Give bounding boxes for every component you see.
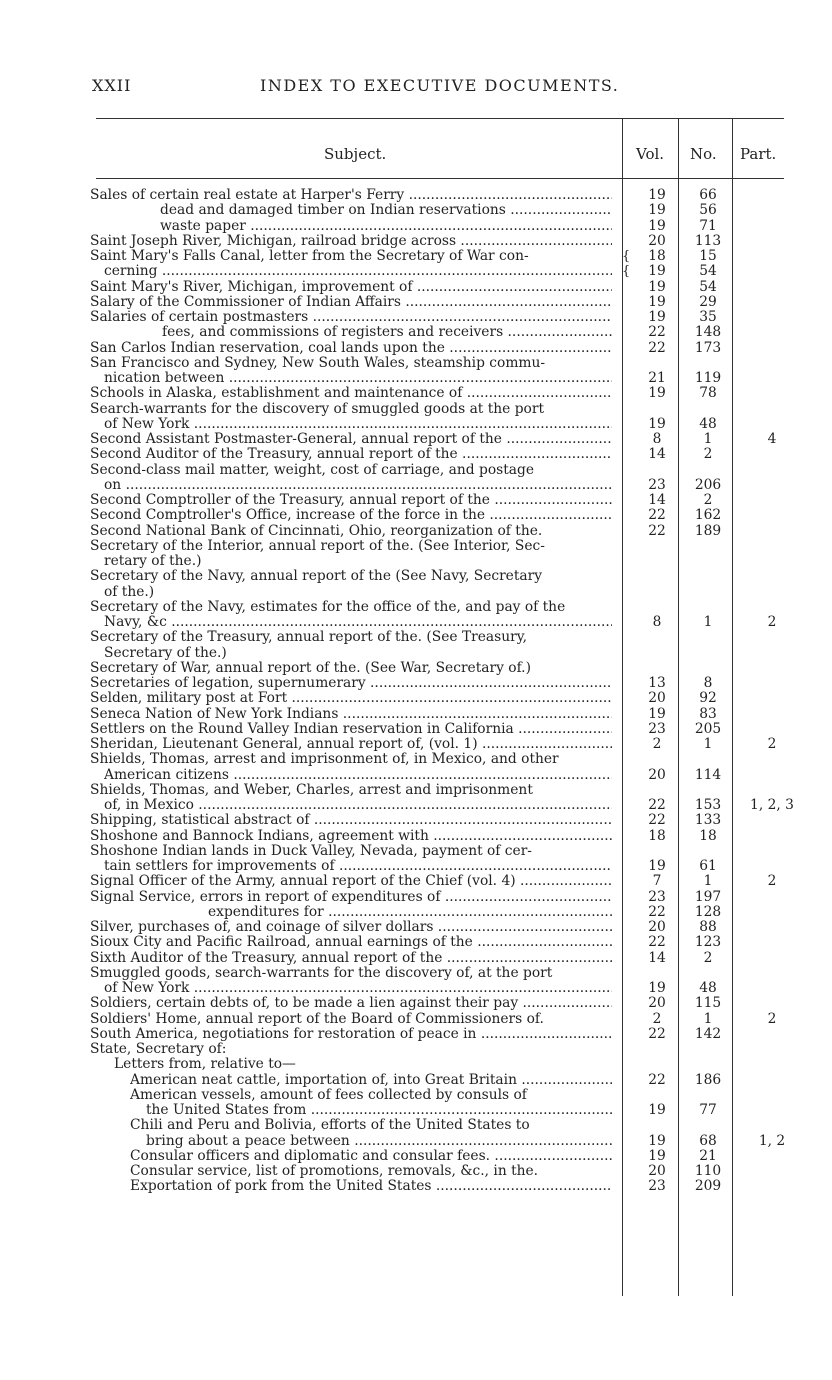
index-row bbox=[0, 325, 832, 340]
entry-subject: Saint Mary's Falls Canal, letter from the Secretary of War con- bbox=[90, 249, 529, 264]
entry-number: 54 bbox=[699, 263, 717, 280]
index-row bbox=[0, 539, 832, 554]
entry-number: 114 bbox=[694, 766, 722, 783]
index-row bbox=[0, 813, 832, 828]
entry-subject: Shoshone Indian lands in Duck Valley, Nevada, payment of cer- bbox=[90, 843, 532, 859]
entry-volume: 22 bbox=[648, 797, 666, 813]
index-row bbox=[0, 1179, 832, 1194]
entry-volume: 2 bbox=[652, 736, 662, 752]
entry-subject: Second Auditor of the Treasury, annual report of the ..... bbox=[90, 447, 612, 462]
entry-number: 197 bbox=[694, 888, 722, 905]
entry-part: 1, 2, 3 bbox=[750, 797, 794, 813]
index-row bbox=[0, 508, 832, 523]
entry-volume: 19 bbox=[648, 1147, 666, 1164]
index-row bbox=[0, 478, 832, 493]
entry-subject: of the.) bbox=[104, 584, 155, 600]
entry-subject: the United States from ..... bbox=[146, 1103, 612, 1118]
entry-number: 92 bbox=[699, 690, 717, 707]
entry-volume: 19 bbox=[648, 415, 666, 432]
entry-part: 2 bbox=[767, 736, 777, 752]
entry-volume: 20 bbox=[648, 690, 666, 707]
entry-number: 148 bbox=[694, 324, 722, 341]
entry-subject: Saint Mary's River, Michigan, improvement of ..... bbox=[90, 280, 612, 295]
entry-subject: Signal Service, errors in report of expenditures of ..... bbox=[90, 890, 612, 905]
index-row bbox=[0, 1073, 832, 1088]
index-row bbox=[0, 447, 832, 462]
index-row bbox=[0, 1149, 832, 1164]
entry-volume: 18 bbox=[648, 248, 666, 264]
entry-number: 2 bbox=[703, 446, 713, 463]
entry-number: 206 bbox=[694, 476, 722, 493]
index-row bbox=[0, 1012, 832, 1027]
index-row bbox=[0, 1164, 832, 1179]
entry-number: 173 bbox=[694, 339, 722, 356]
entry-volume: 23 bbox=[648, 476, 666, 493]
index-row bbox=[0, 752, 832, 767]
entry-subject: Exportation of pork from the United States ..... bbox=[130, 1179, 612, 1194]
entry-subject: Shields, Thomas, and Weber, Charles, arrest and imprisonment bbox=[90, 782, 533, 798]
index-row bbox=[0, 219, 832, 234]
entry-volume: 19 bbox=[648, 385, 666, 402]
entry-subject: on ..... bbox=[104, 478, 612, 493]
entry-part: 4 bbox=[767, 431, 777, 447]
index-row bbox=[0, 1027, 832, 1042]
entry-number: 119 bbox=[694, 370, 722, 386]
index-row bbox=[0, 1118, 832, 1133]
entry-subject: waste paper ..... bbox=[160, 219, 612, 234]
entry-subject: San Carlos Indian reservation, coal lands upon the ..... bbox=[90, 341, 612, 356]
table-header-rule bbox=[96, 178, 784, 179]
index-row bbox=[0, 981, 832, 996]
entry-subject: Salary of the Commissioner of Indian Affairs ..... bbox=[90, 295, 612, 310]
index-row bbox=[0, 951, 832, 966]
index-row bbox=[0, 402, 832, 417]
entry-volume: 13 bbox=[648, 675, 666, 691]
index-row bbox=[0, 646, 832, 661]
entry-subject: Second-class mail matter, weight, cost of carriage, and postage bbox=[90, 462, 534, 478]
entry-volume: 22 bbox=[648, 324, 666, 341]
index-row bbox=[0, 600, 832, 615]
index-row bbox=[0, 417, 832, 432]
entry-subject: South America, negotiations for restoration of peace in ..... bbox=[90, 1027, 612, 1042]
entry-number: 128 bbox=[694, 903, 722, 920]
index-row bbox=[0, 463, 832, 478]
entry-volume: 20 bbox=[648, 995, 666, 1012]
index-row bbox=[0, 585, 832, 600]
entry-part: 2 bbox=[767, 1010, 777, 1027]
entry-volume: 22 bbox=[648, 522, 666, 539]
index-row bbox=[0, 615, 832, 630]
entry-number: 2 bbox=[703, 949, 713, 966]
entry-number: 71 bbox=[699, 217, 717, 234]
entry-volume: 19 bbox=[648, 1102, 666, 1118]
entry-subject: Sheridan, Lieutenant General, annual report of, (vol. 1) ..... bbox=[90, 737, 612, 752]
entry-number: 153 bbox=[694, 797, 722, 813]
index-row bbox=[0, 829, 832, 844]
entry-number: 18 bbox=[699, 827, 717, 844]
entry-volume: 23 bbox=[648, 888, 666, 905]
entry-subject: Saint Joseph River, Michigan, railroad bridge across ..... bbox=[90, 234, 612, 249]
index-row bbox=[0, 798, 832, 813]
entry-subject: dead and damaged timber on Indian reservations ..... bbox=[160, 203, 612, 218]
entry-subject: Soldiers' Home, annual report of the Board of Commissioners of. bbox=[90, 1011, 544, 1027]
entry-subject: of New York ..... bbox=[104, 417, 612, 432]
entry-number: 110 bbox=[694, 1163, 722, 1179]
entry-volume: 18 bbox=[648, 827, 666, 844]
entry-subject: bring about a peace between ..... bbox=[146, 1134, 612, 1149]
entry-subject: Smuggled goods, search-warrants for the discovery of, at the port bbox=[90, 965, 553, 981]
index-row bbox=[0, 905, 832, 920]
entry-subject: Settlers on the Round Valley Indian reservation in California ..... bbox=[90, 722, 612, 737]
index-row bbox=[0, 264, 832, 279]
entry-subject: fees, and commissions of registers and receivers ..... bbox=[162, 325, 612, 340]
entry-subject: Search-warrants for the discovery of smuggled goods at the port bbox=[90, 401, 544, 417]
entry-volume: 22 bbox=[648, 1071, 666, 1088]
index-row bbox=[0, 569, 832, 584]
entry-volume: 22 bbox=[648, 812, 666, 829]
index-row bbox=[0, 676, 832, 691]
entry-volume: 14 bbox=[648, 492, 666, 508]
page-number: XXII bbox=[92, 76, 132, 95]
entry-volume: 19 bbox=[648, 309, 666, 325]
entry-number: 48 bbox=[699, 980, 717, 996]
entry-volume: 23 bbox=[648, 720, 666, 737]
entry-subject: nication between ..... bbox=[104, 371, 612, 386]
entry-number: 15 bbox=[699, 248, 717, 264]
entry-subject: Seneca Nation of New York Indians ..... bbox=[90, 707, 612, 722]
index-row bbox=[0, 188, 832, 203]
entry-number: 77 bbox=[699, 1102, 717, 1118]
running-title: INDEX TO EXECUTIVE DOCUMENTS. bbox=[260, 76, 620, 95]
index-row bbox=[0, 1134, 832, 1149]
entry-subject: Sales of certain real estate at Harper's Ferry ..... bbox=[90, 188, 612, 203]
index-row bbox=[0, 554, 832, 569]
entry-volume: 19 bbox=[648, 217, 666, 234]
entry-volume: 20 bbox=[648, 1163, 666, 1179]
entry-subject: of New York ..... bbox=[104, 981, 612, 996]
index-row bbox=[0, 783, 832, 798]
entry-number: 1 bbox=[703, 431, 713, 447]
entry-subject: Secretary of War, annual report of the. (See War, Secretary of.) bbox=[90, 660, 531, 676]
entry-subject: Shipping, statistical abstract of ..... bbox=[90, 813, 612, 828]
entry-subject: State, Secretary of: bbox=[90, 1042, 227, 1057]
index-row bbox=[0, 737, 832, 752]
column-header-no: No. bbox=[690, 145, 717, 163]
index-row bbox=[0, 859, 832, 874]
entry-number: 21 bbox=[699, 1147, 717, 1164]
entry-number: 115 bbox=[694, 995, 722, 1012]
index-row bbox=[0, 249, 832, 264]
entry-volume: 22 bbox=[648, 934, 666, 951]
index-row bbox=[0, 661, 832, 676]
index-row bbox=[0, 493, 832, 508]
entry-volume: 19 bbox=[648, 980, 666, 996]
entry-number: 29 bbox=[699, 293, 717, 310]
entry-subject: Soldiers, certain debts of, to be made a lien against their pay ..... bbox=[90, 996, 612, 1011]
entry-number: 68 bbox=[699, 1132, 717, 1149]
entry-subject: Sixth Auditor of the Treasury, annual report of the ..... bbox=[90, 951, 612, 966]
entry-subject: cerning ..... bbox=[104, 264, 612, 279]
entry-volume: 19 bbox=[648, 705, 666, 722]
entry-subject: retary of the.) bbox=[104, 554, 202, 569]
entry-volume: 22 bbox=[648, 1025, 666, 1042]
entry-subject: Chili and Peru and Bolivia, efforts of the United States to bbox=[130, 1118, 530, 1134]
entry-number: 113 bbox=[694, 232, 722, 249]
entry-number: 123 bbox=[694, 934, 722, 951]
entry-subject: Secretary of the Navy, annual report of the (See Navy, Secretary bbox=[90, 569, 543, 585]
index-row bbox=[0, 1088, 832, 1103]
entry-volume: 2 bbox=[652, 1010, 662, 1027]
entry-volume: 22 bbox=[648, 507, 666, 524]
index-row bbox=[0, 768, 832, 783]
entry-subject: Consular service, list of promotions, removals, &c., in the. bbox=[130, 1164, 539, 1179]
index-row bbox=[0, 966, 832, 981]
entry-volume: 20 bbox=[648, 766, 666, 783]
entry-subject: of, in Mexico ..... bbox=[104, 798, 612, 813]
entry-subject: American neat cattle, importation of, into Great Britain ..... bbox=[130, 1073, 612, 1088]
entry-number: 78 bbox=[699, 385, 717, 402]
entry-subject: Secretaries of legation, supernumerary ..... bbox=[90, 676, 612, 691]
entry-number: 83 bbox=[699, 705, 717, 722]
index-row bbox=[0, 996, 832, 1011]
entry-number: 1 bbox=[703, 1010, 713, 1027]
entry-volume: 19 bbox=[648, 263, 666, 280]
entry-subject: Secretary of the Navy, estimates for the office of the, and pay of the bbox=[90, 599, 566, 615]
index-row bbox=[0, 203, 832, 218]
entry-part: 1, 2 bbox=[758, 1132, 786, 1149]
entry-number: 8 bbox=[703, 675, 713, 691]
entry-volume: 22 bbox=[648, 903, 666, 920]
entry-part: 2 bbox=[767, 614, 777, 630]
index-row bbox=[0, 280, 832, 295]
entry-number: 35 bbox=[699, 309, 717, 325]
entry-subject: Selden, military post at Fort ..... bbox=[90, 691, 612, 706]
index-row bbox=[0, 234, 832, 249]
index-row bbox=[0, 844, 832, 859]
entry-number: 1 bbox=[703, 736, 713, 752]
entry-volume: 19 bbox=[648, 202, 666, 219]
column-header-vol: Vol. bbox=[636, 145, 665, 163]
entry-subject: Secretary of the Treasury, annual report of the. (See Treasury, bbox=[90, 630, 528, 646]
index-row bbox=[0, 707, 832, 722]
entry-subject: expenditures for ..... bbox=[208, 905, 612, 920]
entry-volume: 22 bbox=[648, 339, 666, 356]
entry-number: 1 bbox=[703, 614, 713, 630]
entry-volume: 8 bbox=[652, 614, 662, 630]
index-row bbox=[0, 386, 832, 401]
entry-subject: Second Comptroller's Office, increase of the force in the ..... bbox=[90, 508, 612, 523]
entry-subject: Secretary of the Interior, annual report of the. (See Interior, Sec- bbox=[90, 538, 545, 554]
index-row bbox=[0, 691, 832, 706]
index-row bbox=[0, 1042, 832, 1057]
index-row bbox=[0, 722, 832, 737]
entry-subject: Second Assistant Postmaster-General, annual report of the ..... bbox=[90, 432, 612, 447]
entry-volume: 19 bbox=[648, 278, 666, 295]
entry-number: 189 bbox=[694, 522, 722, 539]
entry-subject: American vessels, amount of fees collected by consuls of bbox=[130, 1087, 527, 1103]
column-header-subject: Subject. bbox=[324, 145, 387, 163]
entry-subject: Silver, purchases of, and coinage of silver dollars ..... bbox=[90, 920, 612, 935]
entry-subject: American citizens ..... bbox=[104, 768, 612, 783]
index-entries bbox=[0, 188, 832, 1195]
entry-subject: Signal Officer of the Army, annual report of the Chief (vol. 4) ..... bbox=[90, 874, 612, 889]
index-row bbox=[0, 295, 832, 310]
entry-volume: 7 bbox=[652, 873, 662, 890]
entry-volume: 19 bbox=[648, 858, 666, 874]
entry-subject: Shoshone and Bannock Indians, agreement with ..... bbox=[90, 829, 612, 844]
index-row bbox=[0, 935, 832, 950]
index-row bbox=[0, 432, 832, 447]
entry-number: 56 bbox=[699, 202, 717, 219]
entry-number: 209 bbox=[694, 1178, 722, 1195]
index-row bbox=[0, 890, 832, 905]
entry-subject: Consular officers and diplomatic and consular fees. ..... bbox=[130, 1149, 612, 1164]
entry-volume: 21 bbox=[648, 370, 666, 386]
entry-number: 205 bbox=[694, 720, 722, 737]
index-row bbox=[0, 874, 832, 889]
entry-number: 133 bbox=[694, 812, 722, 829]
entry-subject: Sioux City and Pacific Railroad, annual earnings of the ..... bbox=[90, 935, 612, 950]
index-row bbox=[0, 630, 832, 645]
entry-volume: 19 bbox=[648, 1132, 666, 1149]
entry-volume: 20 bbox=[648, 232, 666, 249]
brace-mark: { bbox=[622, 264, 631, 280]
entry-subject: Second Comptroller of the Treasury, annual report of the ..... bbox=[90, 493, 612, 508]
column-header-part: Part. bbox=[740, 145, 777, 163]
entry-number: 54 bbox=[699, 278, 717, 295]
entry-number: 61 bbox=[699, 858, 717, 874]
entry-subject: Shields, Thomas, arrest and imprisonment of, in Mexico, and other bbox=[90, 752, 559, 768]
entry-subject: Schools in Alaska, establishment and maintenance of ..... bbox=[90, 386, 612, 401]
brace-mark: { bbox=[622, 249, 631, 264]
entry-number: 66 bbox=[699, 187, 717, 203]
index-row bbox=[0, 920, 832, 935]
index-row bbox=[0, 341, 832, 356]
entry-subject: Second National Bank of Cincinnati, Ohio, reorganization of the. bbox=[90, 523, 543, 539]
entry-subject: Secretary of the.) bbox=[104, 645, 227, 661]
index-row bbox=[0, 1103, 832, 1118]
entry-subject: Salaries of certain postmasters ..... bbox=[90, 310, 612, 325]
entry-subject: tain settlers for improvements of ..... bbox=[104, 859, 612, 874]
entry-volume: 20 bbox=[648, 919, 666, 935]
entry-number: 142 bbox=[694, 1025, 722, 1042]
entry-volume: 14 bbox=[648, 446, 666, 463]
entry-part: 2 bbox=[767, 873, 777, 890]
index-row bbox=[0, 371, 832, 386]
index-row bbox=[0, 524, 832, 539]
entry-number: 186 bbox=[694, 1071, 722, 1088]
entry-volume: 8 bbox=[652, 431, 662, 447]
index-row bbox=[0, 356, 832, 371]
entry-volume: 14 bbox=[648, 949, 666, 966]
entry-subject: Navy, &c ..... bbox=[104, 615, 612, 630]
index-row bbox=[0, 1057, 832, 1072]
entry-subject: San Francisco and Sydney, New South Wales, steamship commu- bbox=[90, 355, 546, 371]
page-header bbox=[92, 76, 632, 98]
table-top-rule bbox=[96, 118, 784, 119]
entry-volume: 19 bbox=[648, 293, 666, 310]
entry-number: 88 bbox=[699, 919, 717, 935]
entry-number: 162 bbox=[694, 507, 722, 524]
entry-subject: Letters from, relative to— bbox=[114, 1057, 296, 1073]
index-row bbox=[0, 310, 832, 325]
entry-volume: 19 bbox=[648, 187, 666, 203]
entry-volume: 23 bbox=[648, 1178, 666, 1195]
entry-number: 2 bbox=[703, 492, 713, 508]
entry-number: 48 bbox=[699, 415, 717, 432]
entry-number: 1 bbox=[703, 873, 713, 890]
